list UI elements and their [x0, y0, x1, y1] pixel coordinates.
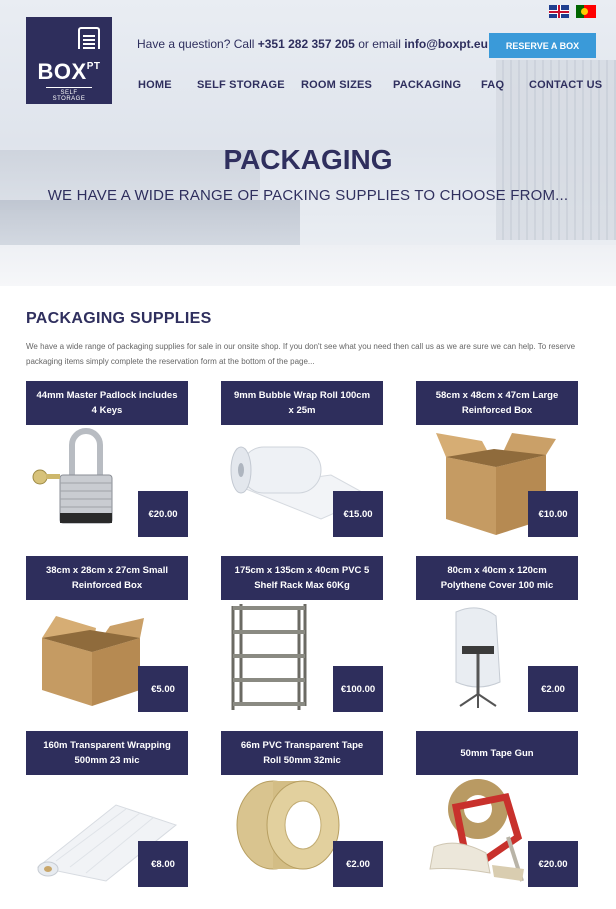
nav-packaging[interactable]: PACKAGING — [393, 79, 462, 91]
portugal-flag-icon[interactable] — [576, 5, 596, 18]
hero-background — [0, 245, 616, 286]
product-name: 38cm x 28cm x 27cm Small Reinforced Box — [26, 556, 188, 600]
nav-faq[interactable]: FAQ — [481, 79, 505, 91]
product-price: €20.00 — [138, 491, 188, 537]
product-price: €2.00 — [528, 666, 578, 712]
product-card[interactable] — [416, 381, 578, 537]
section-title: PACKAGING SUPPLIES — [26, 310, 212, 327]
page-subtitle: WE HAVE A WIDE RANGE OF PACKING SUPPLIES TO CHOOSE FROM... — [47, 187, 569, 204]
product-card[interactable] — [221, 731, 383, 887]
product-card[interactable] — [26, 731, 188, 887]
product-name: 160m Transparent Wrapping 500mm 23 mic — [26, 731, 188, 775]
contact-line — [137, 37, 488, 51]
phone-link[interactable]: +351 282 357 205 — [257, 37, 355, 51]
product-price: €15.00 — [333, 491, 383, 537]
product-name: 175cm x 135cm x 40cm PVC 5 Shelf Rack Max 60Kg — [221, 556, 383, 600]
product-card[interactable] — [221, 381, 383, 537]
logo-tagline: SELF STORAGE — [46, 87, 92, 102]
nav-contact-us[interactable]: CONTACT US — [529, 79, 603, 91]
product-price: €2.00 — [333, 841, 383, 887]
product-price: €8.00 — [138, 841, 188, 887]
product-card[interactable] — [26, 556, 188, 712]
email-link[interactable]: info@boxpt.eu — [404, 37, 488, 51]
garage-icon — [78, 27, 100, 49]
product-name: 80cm x 40cm x 120cm Polythene Cover 100 mic — [416, 556, 578, 600]
product-card[interactable] — [416, 731, 578, 887]
contact-prefix: Have a question? Call — [137, 37, 258, 51]
product-card[interactable] — [416, 556, 578, 712]
uk-flag-icon[interactable] — [549, 5, 569, 18]
product-name: 50mm Tape Gun — [416, 731, 578, 775]
product-price: €20.00 — [528, 841, 578, 887]
contact-mid: or email — [354, 37, 405, 51]
product-price: €5.00 — [138, 666, 188, 712]
product-name: 58cm x 48cm x 47cm Large Reinforced Box — [416, 381, 578, 425]
product-card[interactable] — [26, 381, 188, 537]
page-title: PACKAGING — [223, 144, 393, 175]
site-logo[interactable] — [26, 17, 112, 104]
product-price: €100.00 — [333, 666, 383, 712]
section-intro: We have a wide range of packaging supplies for sale in our onsite shop. If you don't see what you need then call us as we are sure we can help. To reserve packaging items simply complete the reservation form at the bottom of the page... — [26, 342, 576, 366]
product-name: 44mm Master Padlock includes 4 Keys — [26, 381, 188, 425]
product-name: 66m PVC Transparent Tape Roll 50mm 32mic — [221, 731, 383, 775]
hero-background — [0, 200, 300, 250]
nav-room-sizes[interactable]: ROOM SIZES — [301, 79, 373, 91]
nav-home[interactable]: HOME — [138, 79, 172, 91]
product-price: €10.00 — [528, 491, 578, 537]
logo-brand: $BOX^{PT}$ — [37, 59, 101, 84]
product-card[interactable] — [221, 556, 383, 712]
reserve-box-button[interactable]: RESERVE A BOX — [489, 33, 596, 58]
nav-self-storage[interactable]: SELF STORAGE — [197, 79, 285, 91]
product-name: 9mm Bubble Wrap Roll 100cm x 25m — [221, 381, 383, 425]
